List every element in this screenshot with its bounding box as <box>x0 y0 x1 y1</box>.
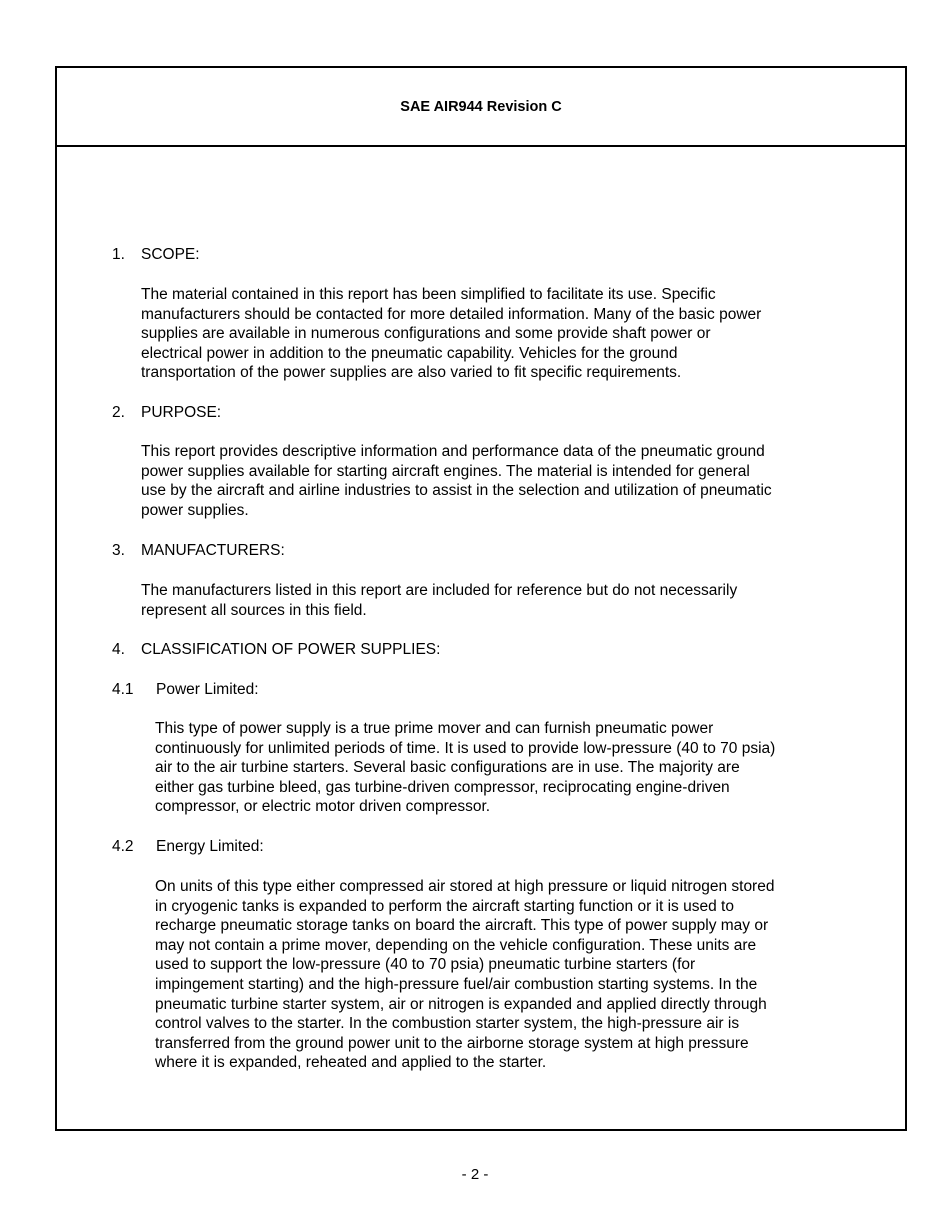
paragraph-scope <box>141 285 861 383</box>
text-line: compressor, or electric motor driven compressor. <box>155 798 491 816</box>
text-line: supplies are available in numerous configurations and some provide shaft power or <box>141 325 711 343</box>
text-line: impingement starting) and the high-pressure fuel/air combustion starting systems. In the <box>155 975 758 993</box>
page-frame <box>55 66 907 1131</box>
text-line: manufacturers should be contacted for more detailed information. Many of the basic power <box>141 305 762 323</box>
section-number: 4.1 <box>112 681 134 698</box>
text-line: On units of this type either compressed air stored at high pressure or liquid nitrogen stored <box>155 878 775 895</box>
page-number: - 2 - <box>461 1166 489 1183</box>
section-number: 4. <box>112 641 125 658</box>
paragraph-energy-limited <box>155 877 855 1073</box>
text-line: This report provides descriptive information and performance data of the pneumatic ground <box>141 443 765 460</box>
paragraph-purpose <box>141 442 861 520</box>
text-line: air to the air turbine starters. Several basic configurations are in use. The majority are <box>155 759 740 777</box>
text-line: continuously for unlimited periods of time. It is used to provide low-pressure (40 to 70 psia) <box>155 739 776 757</box>
text-line: pneumatic turbine starter system, air or nitrogen is expanded and applied directly through <box>155 995 767 1013</box>
text-line: may not contain a prime mover, depending on the vehicle configuration. These units are <box>155 936 757 954</box>
text-line: in cryogenic tanks is expanded to perform the aircraft starting function or it is used to <box>155 897 734 915</box>
document-title: SAE AIR944 Revision C <box>400 98 562 115</box>
section-title: Power Limited: <box>156 681 259 698</box>
paragraph-manufacturers <box>141 581 861 620</box>
section-number: 2. <box>112 404 125 421</box>
text-line: used to support the low-pressure (40 to 70 psia) pneumatic turbine starters (for <box>155 956 696 974</box>
text-line: either gas turbine bleed, gas turbine-driven compressor, reciprocating engine-driven <box>155 778 730 796</box>
text-line: power supplies. <box>141 501 249 519</box>
text-line: recharge pneumatic storage tanks on board the aircraft. This type of power supply may or <box>155 917 769 935</box>
text-line: use by the aircraft and airline industries to assist in the selection and utilization of pneumatic <box>141 482 772 500</box>
section-number: 4.2 <box>112 838 134 855</box>
text-line: transportation of the power supplies are also varied to fit specific requirements. <box>141 364 682 382</box>
section-title: PURPOSE: <box>141 404 222 421</box>
text-line: The material contained in this report has been simplified to facilitate its use. Specific <box>141 286 716 303</box>
section-number: 3. <box>112 542 125 559</box>
section-title: Energy Limited: <box>156 838 264 855</box>
text-line: transferred from the ground power unit to the airborne storage system at high pressure <box>155 1034 749 1052</box>
section-title: MANUFACTURERS: <box>141 542 285 559</box>
text-line: where it is expanded, reheated and applied to the starter. <box>155 1054 547 1072</box>
paragraph-power-limited <box>155 719 855 817</box>
text-line: This type of power supply is a true prime mover and can furnish pneumatic power <box>155 720 714 737</box>
text-line: electrical power in addition to the pneumatic capability. Vehicles for the ground <box>141 344 678 362</box>
page-header <box>57 68 905 147</box>
section-title: CLASSIFICATION OF POWER SUPPLIES: <box>141 641 441 658</box>
section-number: 1. <box>112 246 125 263</box>
text-line: power supplies available for starting aircraft engines. The material is intended for general <box>141 462 750 480</box>
section-title: SCOPE: <box>141 246 200 263</box>
text-line: The manufacturers listed in this report are included for reference but do not necessarily <box>141 582 738 599</box>
text-line: control valves to the starter. In the combustion starter system, the high-pressure air is <box>155 1015 740 1033</box>
text-line: represent all sources in this field. <box>141 601 367 619</box>
